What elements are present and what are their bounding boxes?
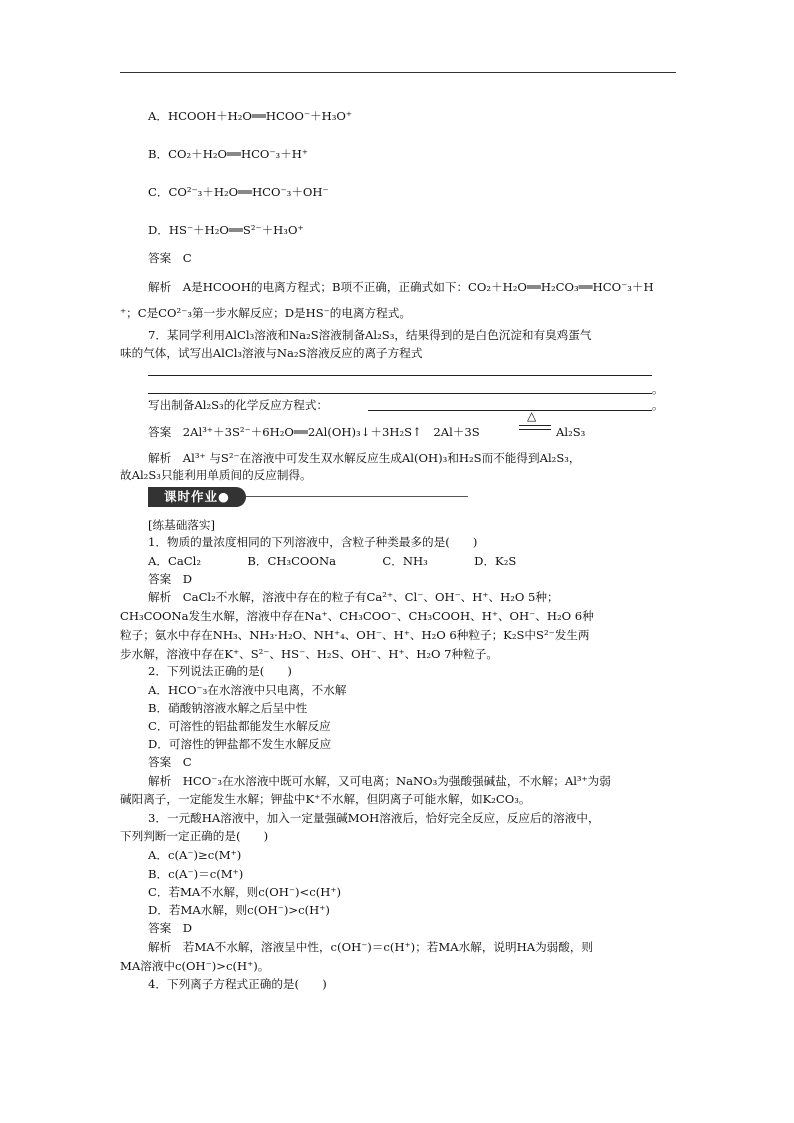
section-banner	[148, 487, 468, 507]
heat-triangle-icon: △	[527, 409, 537, 423]
answer-blank-3	[368, 410, 652, 411]
answer-7: 答案 2Al³⁺＋3S²⁻＋6H₂O══2Al(OH)₃↓＋3H₂S↑ 2Al＋3S	[148, 425, 480, 439]
question-1-options: A．CaCl₂ B．CH₃COONa C．NH₃ D．K₂S	[148, 554, 517, 568]
header-rule	[120, 72, 676, 73]
question-1: 1．物质的量浓度相同的下列溶液中，含粒子种类最多的是( )	[148, 535, 478, 549]
question-7-line1: 7．某同学利用AlCl₃溶液和Na₂S溶液制备Al₂S₃，结果得到的是白色沉淀和有臭鸡蛋气	[148, 328, 592, 342]
explanation-7-line2: 故Al₂S₃只能利用单质间的反应制得。	[120, 468, 312, 482]
question-3-line1: 3．一元酸HA溶液中，加入一定量强碱MOH溶液后，恰好完全反应，反应后的溶液中，	[148, 811, 600, 825]
question-3-option-a: A．c(A⁻)≥c(M⁺)	[148, 848, 242, 862]
explanation-2-line1: 解析 HCO⁻₃在水溶液中既可水解，又可电离；NaNO₃为强酸强碱盐，不水解；Al³⁺为弱	[148, 774, 611, 788]
question-7-line2: 味的气体，试写出AlCl₃溶液与Na₂S溶液反应的离子方程式	[120, 346, 423, 360]
answer-2: 答案 C	[148, 755, 192, 769]
banner-rule	[246, 496, 468, 497]
question-2-option-c: C．可溶性的铝盐都能发生水解反应	[148, 719, 331, 733]
answer-7-product: Al₂S₃	[556, 425, 586, 439]
explanation-3-line1: 解析 若MA不水解，溶液呈中性，c(OH⁻)＝c(H⁺)；若MA水解，说明HA为弱酸，则	[148, 940, 594, 954]
explanation-1-line1: 解析 CaCl₂不水解，溶液中存在的粒子有Ca²⁺、Cl⁻、OH⁻、H⁺、H₂O 5种；	[148, 590, 559, 604]
explanation-1-line3: 粒子；氨水中存在NH₃、NH₃·H₂O、NH⁺₄、OH⁻、H⁺、H₂O 6种粒子；K₂S中S²⁻发生两	[120, 628, 590, 642]
banner-label: 课时作业●	[148, 487, 246, 507]
question-3-option-b: B．c(A⁻)＝c(M⁺)	[148, 867, 244, 881]
explanation-6-line2: ⁺；C是CO²⁻₃第一步水解反应；D是HS⁻的电离方程式。	[120, 306, 411, 320]
question-2: 2．下列说法正确的是( )	[148, 664, 292, 678]
answer-blank-1	[148, 375, 652, 376]
answer-6: 答案 C	[148, 251, 192, 265]
option-c: C．CO²⁻₃＋H₂O══HCO⁻₃＋OH⁻	[148, 185, 329, 199]
section-heading: [练基础落实]	[148, 518, 216, 532]
explanation-1-line2: CH₃COONa发生水解，溶液中存在Na⁺、CH₃COO⁻、CH₃COOH、H⁺、OH⁻、H₂O 6种	[120, 609, 594, 623]
question-7-line3: 写出制备Al₂S₃的化学反应方程式：	[148, 398, 329, 412]
explanation-1-line4: 步水解，溶液中存在K⁺、S²⁻、HS⁻、H₂S、OH⁻、H⁺、H₂O 7种粒子。	[120, 647, 498, 661]
explanation-7-line1: 解析 Al³⁺ 与S²⁻在溶液中可发生双水解反应生成Al(OH)₃和H₂S而不能得到Al₂S₃，	[148, 451, 581, 465]
question-4: 4．下列离子方程式正确的是( )	[148, 977, 327, 991]
equals-sign	[519, 425, 551, 430]
question-3-line2: 下列判断一定正确的是( )	[120, 829, 269, 843]
question-3-option-c: C．若MA不水解，则c(OH⁻)<c(H⁺)	[148, 885, 342, 899]
explanation-3-line2: MA溶液中c(OH⁻)>c(H⁺)。	[120, 959, 270, 973]
question-2-option-d: D．可溶性的钾盐都不发生水解反应	[148, 737, 332, 751]
option-d: D．HS⁻＋H₂O══S²⁻＋H₃O⁺	[148, 223, 304, 237]
period-2: 。	[652, 398, 664, 412]
option-b: B．CO₂＋H₂O══HCO⁻₃＋H⁺	[148, 147, 309, 161]
option-a: A．HCOOH＋H₂O══HCOO⁻＋H₃O⁺	[148, 109, 352, 123]
period-1: 。	[652, 382, 664, 396]
question-3-option-d: D．若MA水解，则c(OH⁻)>c(H⁺)	[148, 903, 330, 917]
answer-3: 答案 D	[148, 921, 193, 935]
question-2-option-b: B．硝酸钠溶液水解之后呈中性	[148, 701, 308, 715]
explanation-6-line1: 解析 A是HCOOH的电离方程式；B项不正确，正确式如下：CO₂＋H₂O══H₂CO₃══HCO⁻₃＋H	[148, 280, 654, 294]
explanation-2-line2: 碱阳离子，一定能发生水解；钾盐中K⁺不水解，但阴离子可能水解，如K₂CO₃。	[120, 792, 531, 806]
answer-blank-2	[148, 393, 652, 394]
question-2-option-a: A．HCO⁻₃在水溶液中只电离，不水解	[148, 683, 347, 697]
answer-1: 答案 D	[148, 572, 193, 586]
